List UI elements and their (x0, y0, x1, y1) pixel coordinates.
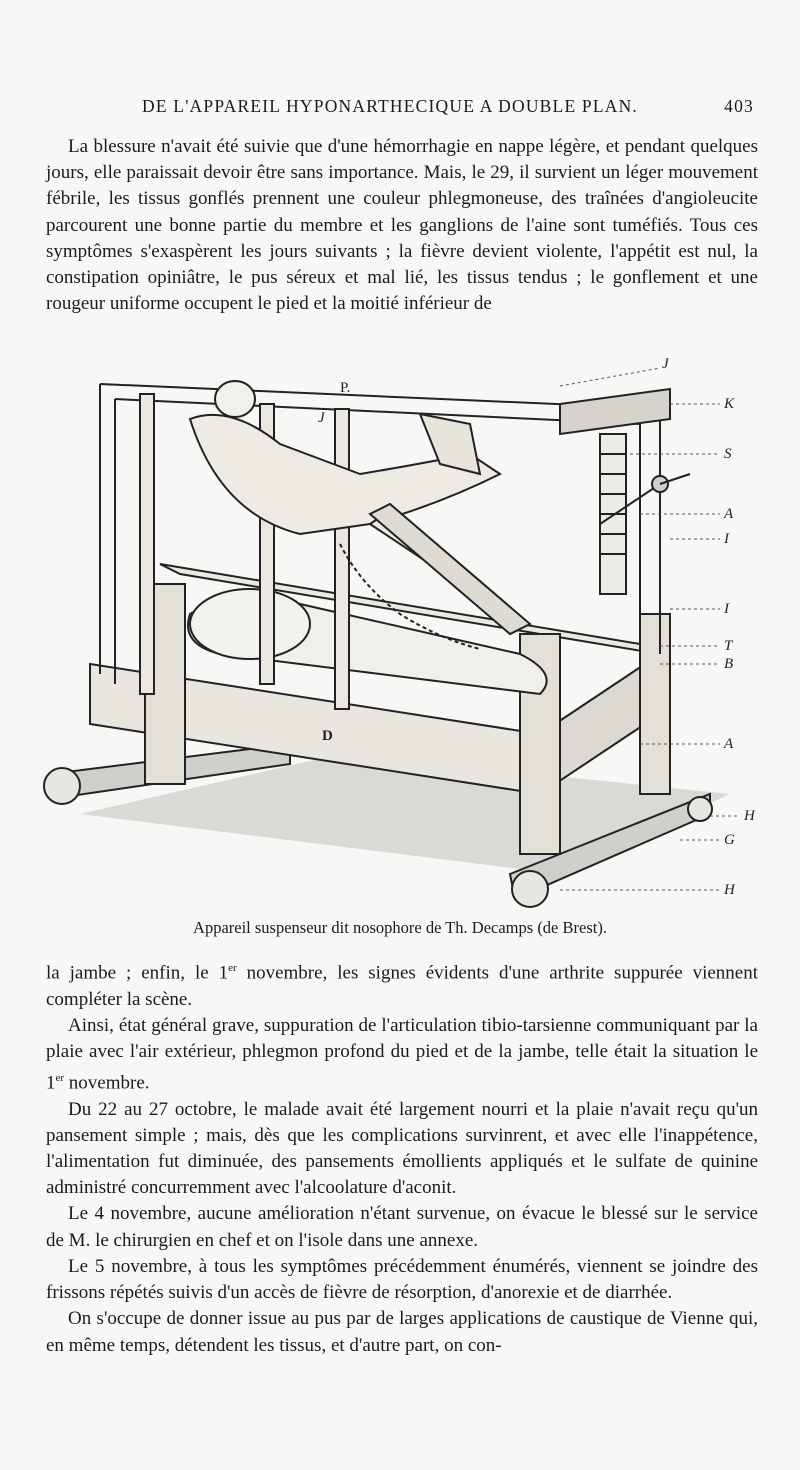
nosophore-engraving (40, 354, 780, 914)
running-title: DE L'APPAREIL HYPONARTHECIQUE A DOUBLE PLAN. (142, 96, 638, 116)
paragraph-1-sup: er (228, 962, 237, 974)
figure-caption: Appareil suspenseur dit nosophore de Th. Decamps (de Brest). (193, 918, 607, 937)
paragraph-2-text-a: Ainsi, état général grave, suppuration de l'articulation tibio-tarsienne communiquant par la plaie avec l'air extérieur, phlegmon profond du pied et de la jambe, telle était la situation le 1 (46, 1014, 758, 1094)
label-i-upper: I (724, 531, 729, 547)
paragraph-top: La blessure n'avait été suivie que d'une hémorrhagie en nappe légère, et pendant quelques jours, elle paraissait devoir être sans importance. Mais, le 29, il survient un léger mouvement fébrile, les tissus gonflés prennent une couleur phlegmoneuse, des traînées d'angioleucite parcourent une bonne partie du membre et les ganglions de l'aine sont tuméfiés. Tous ces symptômes s'exaspèrent les jours suivants ; la fièvre devient violente, l'appétit est nul, la constipation opiniâtre, le pus séreux et mal lié, les tissus tendus ; le gonflement et une rougeur uniforme occupent le pied et la moitié inférieur de (46, 136, 758, 315)
label-a-upper: A (724, 506, 734, 522)
label-j-right: J (662, 356, 669, 372)
top-text-block (46, 134, 758, 317)
label-h-upper: H (744, 808, 755, 824)
paragraph-3: Du 22 au 27 octobre, le malade avait été largement nourri et la plaie n'avait reçu qu'un pansement simple ; mais, dès que les complications survinrent, et avec elle l'inappétence, l'alimentation fut diminuée, des pansements émollients appliqués et le sulfate de quinine administré concurremment avec l'alcoolature d'aconit. (46, 1098, 758, 1199)
label-j-center: J (318, 410, 325, 426)
paragraph-2-sup: er (55, 1072, 65, 1085)
label-a-lower: A (724, 736, 734, 752)
label-i-lower: I (724, 601, 729, 617)
apparatus-illustration (40, 354, 780, 914)
label-d: D (322, 728, 333, 744)
paragraph-4: Le 4 novembre, aucune amélioration n'étant survenue, on évacue le blessé sur le service de M. le chirurgien en chef et on l'isole dans une annexe. (46, 1203, 758, 1251)
paragraph-6: On s'occupe de donner issue au pus par de larges applications de caustique de Vienne qui, en même temps, détendent les tissus, et d'autre part, on con- (46, 1308, 758, 1356)
label-s: S (724, 446, 732, 462)
label-h-lower: H (724, 882, 735, 898)
label-g: G (724, 832, 735, 848)
paragraph-2 (46, 1013, 758, 1097)
bottom-text-block (46, 955, 758, 1359)
page-number: 403 (724, 96, 754, 116)
paragraph-2-text-b: novembre. (64, 1072, 150, 1094)
label-k: K (724, 396, 735, 412)
running-head (0, 96, 800, 120)
label-t: T (724, 638, 733, 654)
paragraph-1 (46, 955, 758, 1013)
paragraph-1-text-a: la jambe ; enfin, le 1 (46, 962, 229, 984)
paragraph-1-text-b: novembre, les signes évidents d'une arthrite suppurée viennent compléter la scène. (46, 962, 758, 1010)
label-b: B (724, 656, 734, 672)
label-p: P. (340, 380, 351, 396)
paragraph-5: Le 5 novembre, à tous les symptômes précédemment énumérés, viennent se joindre des frissons répétés suivis d'un accès de fièvre de résorption, d'anorexie et de diarrhée. (46, 1255, 758, 1304)
